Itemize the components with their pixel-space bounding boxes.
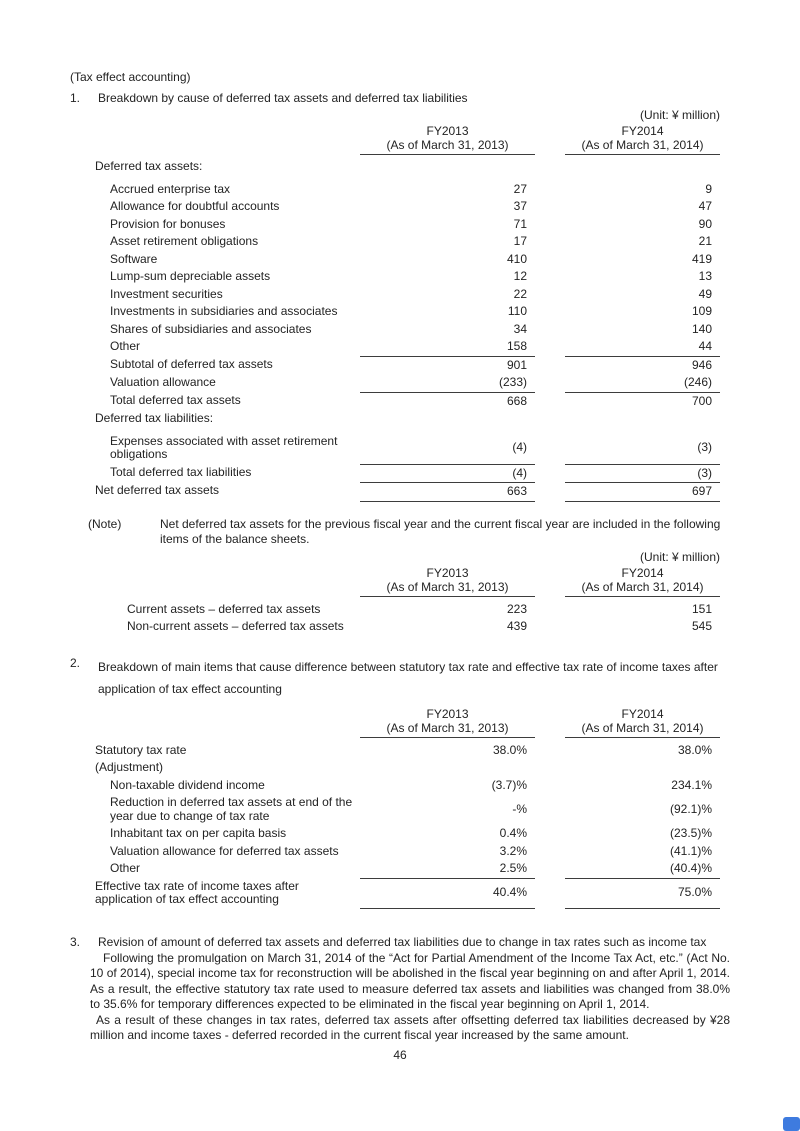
row-label: Accrued enterprise tax (110, 181, 231, 196)
table-row-effective-rate (95, 878, 720, 909)
table-row (95, 268, 720, 286)
section3-heading (70, 935, 730, 949)
row-label: Non-current assets – deferred tax assets (127, 619, 344, 633)
table-row (95, 303, 720, 321)
value-fy2013: 3.2% (499, 843, 527, 858)
value-fy2013: 668 (360, 392, 535, 411)
table-row-total-assets (95, 392, 720, 411)
row-label: Statutory tax rate (95, 742, 187, 757)
row-label: Other (110, 339, 141, 353)
note-text: Net deferred tax assets for the previous fiscal year and the current fiscal year are included in the following items of the balance sheets. (160, 516, 721, 546)
row-label: Effective tax rate of income taxes after application of tax effect accounting (95, 878, 299, 906)
value-fy2013: 37 (513, 199, 527, 213)
page-title: (Tax effect accounting) (70, 70, 191, 84)
row-label: Asset retirement obligations (110, 234, 259, 248)
value-fy2014: 151 (691, 601, 712, 616)
value-fy2013: (4) (360, 464, 535, 483)
column-header-fy2013 (360, 565, 535, 597)
value-fy2014: 697 (565, 482, 720, 502)
section1-heading (70, 91, 730, 105)
section3-body (90, 951, 730, 1044)
column-header-year: FY2013 (426, 565, 469, 580)
value-fy2014: 75.0% (565, 878, 720, 909)
column-header-date: (As of March 31, 2014) (581, 138, 704, 152)
value-fy2013: 439 (506, 619, 527, 633)
value-fy2014: 38.0% (677, 742, 712, 757)
row-label: Valuation allowance (110, 375, 216, 389)
column-header-date: (As of March 31, 2013) (386, 579, 509, 594)
section3-paragraph1: Following the promulgation on March 31, 2014 of the “Act for Partial Amendment of the Income Tax Act, etc.” (Act No. 10 of 2014), special income tax for reconstruction will be abolished in the fiscal year beginning on and after April 1, 2014. As a result, the effective statutory tax rate used to measure deferred tax assets and liabilities was changed from 38.0% to 35.6% for temporary differences expected to be eliminated in the fiscal year beginning on April 1, 2014. (90, 950, 730, 1011)
column-header-fy2013 (360, 123, 535, 155)
note-label: (Note) (88, 516, 122, 531)
table-row (95, 286, 720, 304)
section2-heading (70, 656, 730, 700)
group-label: Deferred tax assets: (95, 159, 203, 173)
table-row (95, 601, 720, 619)
value-fy2013: 40.4% (360, 878, 535, 909)
column-header-year: FY2014 (621, 706, 664, 721)
value-fy2013: 223 (506, 601, 527, 616)
section2-heading-text (98, 656, 730, 700)
value-fy2013: 2.5% (499, 861, 527, 875)
row-label: Inhabitant tax on per capita basis (110, 826, 287, 840)
value-fy2014: 90 (698, 216, 712, 231)
row-label: Current assets – deferred tax assets (127, 601, 321, 616)
table-row (95, 777, 720, 795)
value-fy2014: 234.1% (671, 777, 712, 792)
table-row (95, 181, 720, 199)
section2-heading-line1: Breakdown of main items that cause difference between statutory tax rate and effective tax rate of income taxes after (98, 659, 718, 674)
table-row (95, 433, 720, 464)
value-fy2014: 140 (691, 321, 712, 336)
value-fy2013: 12 (513, 269, 527, 283)
value-fy2013: 22 (513, 286, 527, 301)
unit-note-table2: (Unit: ¥ million) (639, 549, 720, 564)
row-label: Software (110, 251, 158, 266)
column-header-date: (As of March 31, 2014) (581, 579, 704, 594)
row-label: Lump-sum depreciable assets (110, 269, 271, 283)
value-fy2014: (23.5)% (669, 826, 712, 840)
column-header-fy2014 (565, 123, 720, 155)
value-fy2014: (3) (565, 464, 720, 483)
page-number: 46 (393, 1048, 407, 1062)
column-header-year: FY2013 (426, 706, 469, 721)
table-row (95, 338, 720, 356)
row-label: Total deferred tax assets (110, 392, 241, 407)
row-label: Expenses associated with asset retirement obligations (110, 433, 338, 461)
group-row-deferred-tax-liabilities (95, 410, 720, 428)
value-fy2014: (92.1)% (669, 801, 712, 816)
value-fy2013: (233) (498, 375, 527, 389)
value-fy2013: 0.4% (499, 826, 527, 840)
value-fy2014: 13 (698, 269, 712, 283)
value-fy2014: (40.4)% (669, 861, 712, 875)
row-label: Total deferred tax liabilities (110, 464, 252, 479)
row-label: Investment securities (110, 286, 223, 301)
table-row (95, 843, 720, 861)
table2-header-row (95, 565, 720, 597)
table-row (95, 860, 720, 878)
value-fy2013: 110 (507, 304, 527, 318)
value-fy2013: 901 (360, 356, 535, 375)
row-label: Investments in subsidiaries and associates (110, 304, 338, 318)
table3-header-row (95, 706, 720, 738)
corner-badge-rect (783, 1117, 800, 1131)
section2-number: 2. (70, 655, 81, 670)
group-row-deferred-tax-assets (95, 158, 720, 176)
value-fy2013: 663 (360, 482, 535, 502)
table-row (95, 216, 720, 234)
value-fy2014: 545 (691, 619, 712, 633)
column-header-date: (As of March 31, 2014) (581, 720, 704, 735)
table-row (95, 374, 720, 392)
row-label: Valuation allowance for deferred tax assets (110, 843, 339, 858)
row-label: Reduction in deferred tax assets at end of the year due to change of tax rate (110, 795, 353, 823)
column-header-fy2014 (565, 706, 720, 738)
value-fy2014: 419 (691, 251, 712, 266)
column-header-date: (As of March 31, 2013) (386, 138, 509, 152)
row-label: Non-taxable dividend income (110, 777, 265, 792)
table-balance-sheet-items (95, 565, 720, 636)
section3-number: 3. (70, 934, 81, 949)
value-fy2014: 47 (698, 199, 712, 213)
row-label: Allowance for doubtful accounts (110, 199, 280, 213)
column-header-year: FY2013 (426, 124, 469, 138)
column-header-fy2014 (565, 565, 720, 597)
value-fy2013: -% (512, 801, 527, 816)
group-row-adjustment (95, 759, 720, 777)
value-fy2014: 44 (698, 339, 712, 353)
table-tax-rate-reconciliation (95, 706, 720, 909)
row-label: Shares of subsidiaries and associates (110, 321, 312, 336)
note-block (88, 517, 730, 547)
group-label: Deferred tax liabilities: (95, 411, 214, 425)
row-label: Net deferred tax assets (95, 483, 220, 497)
value-fy2013: 410 (506, 251, 527, 266)
table-row (95, 618, 720, 636)
table1-header-row (95, 123, 720, 155)
table-row (95, 825, 720, 843)
table-row-subtotal (95, 356, 720, 375)
value-fy2014: 9 (705, 181, 712, 196)
value-fy2013: 17 (513, 234, 527, 248)
column-header-year: FY2014 (621, 565, 664, 580)
section2-heading-line2: application of tax effect accounting (98, 681, 282, 696)
value-fy2014: 21 (698, 234, 712, 248)
table-row-net (95, 482, 720, 502)
table-row (95, 233, 720, 251)
table-row (95, 198, 720, 216)
value-fy2013: 71 (513, 216, 527, 231)
value-fy2014: (246) (683, 375, 712, 389)
value-fy2014: 946 (565, 356, 720, 375)
table-row (95, 794, 720, 825)
value-fy2014: 109 (691, 304, 712, 318)
value-fy2013: 34 (513, 321, 527, 336)
row-label: Subtotal of deferred tax assets (110, 356, 273, 371)
column-header-date: (As of March 31, 2013) (386, 720, 509, 735)
table-row (95, 321, 720, 339)
section3-paragraph2: As a result of these changes in tax rates, deferred tax assets after offsetting deferred tax liabilities decreased by ¥28 million and income taxes - deferred recorded in the current fiscal year increased by the same amount. (90, 1012, 730, 1042)
value-fy2013: (4) (512, 440, 527, 455)
corner-badge (782, 1116, 800, 1131)
value-fy2014: 700 (565, 392, 720, 411)
value-fy2014: (41.1)% (669, 843, 712, 858)
value-fy2013: 38.0% (492, 742, 527, 757)
value-fy2013: 158 (506, 339, 527, 353)
unit-note-table1: (Unit: ¥ million) (639, 108, 720, 122)
column-header-fy2013 (360, 706, 535, 738)
table-row-statutory-rate (95, 742, 720, 760)
group-label: (Adjustment) (95, 760, 164, 774)
row-label: Provision for bonuses (110, 216, 226, 231)
table-deferred-tax (95, 123, 720, 502)
column-header-year: FY2014 (621, 124, 664, 138)
section1-number: 1. (70, 91, 81, 105)
section3-heading-text: Revision of amount of deferred tax assets and deferred tax liabilities due to change in tax rates such as income tax (98, 934, 707, 949)
table-row (95, 251, 720, 269)
row-label: Other (110, 861, 141, 875)
value-fy2014: 49 (698, 286, 712, 301)
value-fy2013: 27 (513, 181, 527, 196)
table-row-total-liabilities (95, 464, 720, 483)
value-fy2013: (3.7)% (491, 777, 527, 792)
section1-heading-text: Breakdown by cause of deferred tax assets and deferred tax liabilities (98, 91, 468, 105)
value-fy2014: (3) (697, 440, 712, 455)
